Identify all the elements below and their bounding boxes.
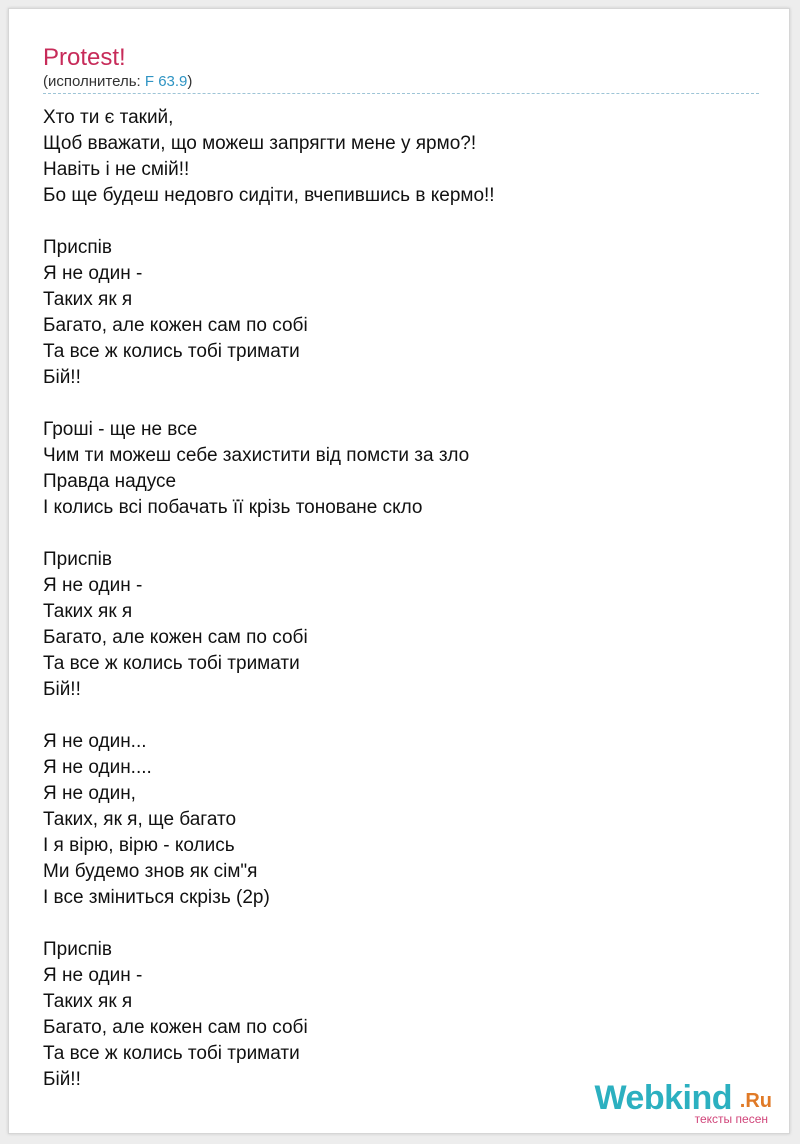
lyric-line: Приспів: [43, 237, 112, 258]
lyric-line: Хто ти є такий,: [43, 107, 174, 128]
lyric-line: Я не один -: [43, 263, 143, 284]
lyric-line: Я не один...: [43, 731, 147, 752]
lyric-line: Ми будемо знов як сім"я: [43, 861, 258, 882]
lyric-line: Таких як я: [43, 601, 133, 622]
stanza-verse-1: [43, 105, 763, 209]
performer-line: [43, 73, 192, 91]
lyric-line: Я не один -: [43, 965, 143, 986]
webkind-logo[interactable]: [572, 1079, 772, 1125]
lyric-line: Багато, але кожен сам по собі: [43, 1017, 308, 1038]
lyric-line: Я не один....: [43, 757, 152, 778]
stanza-verse-2: [43, 417, 763, 521]
lyric-line: Багато, але кожен сам по собі: [43, 315, 308, 336]
title-divider: [43, 93, 759, 94]
lyric-line: Бій!!: [43, 1069, 81, 1090]
logo-tagline: тексты песен: [694, 1112, 768, 1126]
lyric-line: Приспів: [43, 939, 112, 960]
lyric-line: Я не один -: [43, 575, 143, 596]
lyric-line: Я не один,: [43, 783, 136, 804]
logo-tld: .Ru: [739, 1090, 772, 1112]
stanza-chorus-2: [43, 547, 763, 703]
lyric-line: Багато, але кожен сам по собі: [43, 627, 308, 648]
lyric-line: Таких як я: [43, 991, 133, 1012]
stanza-chorus-1: [43, 235, 763, 391]
lyric-line: Бій!!: [43, 367, 81, 388]
lyric-line: Правда надусе: [43, 471, 177, 492]
performer-link[interactable]: F 63.9: [144, 73, 188, 90]
stanza-bridge: [43, 729, 763, 911]
lyric-line: Чим ти можеш себе захистити від помсти за зло: [43, 445, 470, 466]
lyric-line: І я вірю, вірю - колись: [43, 835, 235, 856]
song-title: Protest!: [43, 44, 126, 71]
lyric-line: Бій!!: [43, 679, 81, 700]
lyric-line: Та все ж колись тобі тримати: [43, 341, 300, 362]
lyric-line: Приспів: [43, 549, 112, 570]
lyric-line: Навіть і не смій!!: [43, 159, 190, 180]
stanza-chorus-3: [43, 937, 763, 1093]
lyric-line: Таких, як я, ще багато: [43, 809, 237, 830]
performer-prefix: (исполнитель:: [43, 73, 145, 90]
lyric-line: Та все ж колись тобі тримати: [43, 653, 300, 674]
lyrics-body: [43, 105, 763, 1119]
lyric-line: І колись всі побачать її крізь тоноване скло: [43, 497, 423, 518]
lyric-line: Таких як я: [43, 289, 133, 310]
lyrics-card: [8, 8, 790, 1134]
lyric-line: Гроші - ще не все: [43, 419, 198, 440]
lyric-line: І все зміниться скрізь (2р): [43, 887, 270, 908]
lyric-line: Бо ще будеш недовго сидіти, вчепившись в кермо!!: [43, 185, 495, 206]
lyric-line: Та все ж колись тобі тримати: [43, 1043, 300, 1064]
logo-wordmark: Webkind: [594, 1079, 732, 1117]
performer-suffix: ): [187, 73, 193, 90]
lyric-line: Щоб вважати, що можеш запрягти мене у ярмо?!: [43, 133, 477, 154]
